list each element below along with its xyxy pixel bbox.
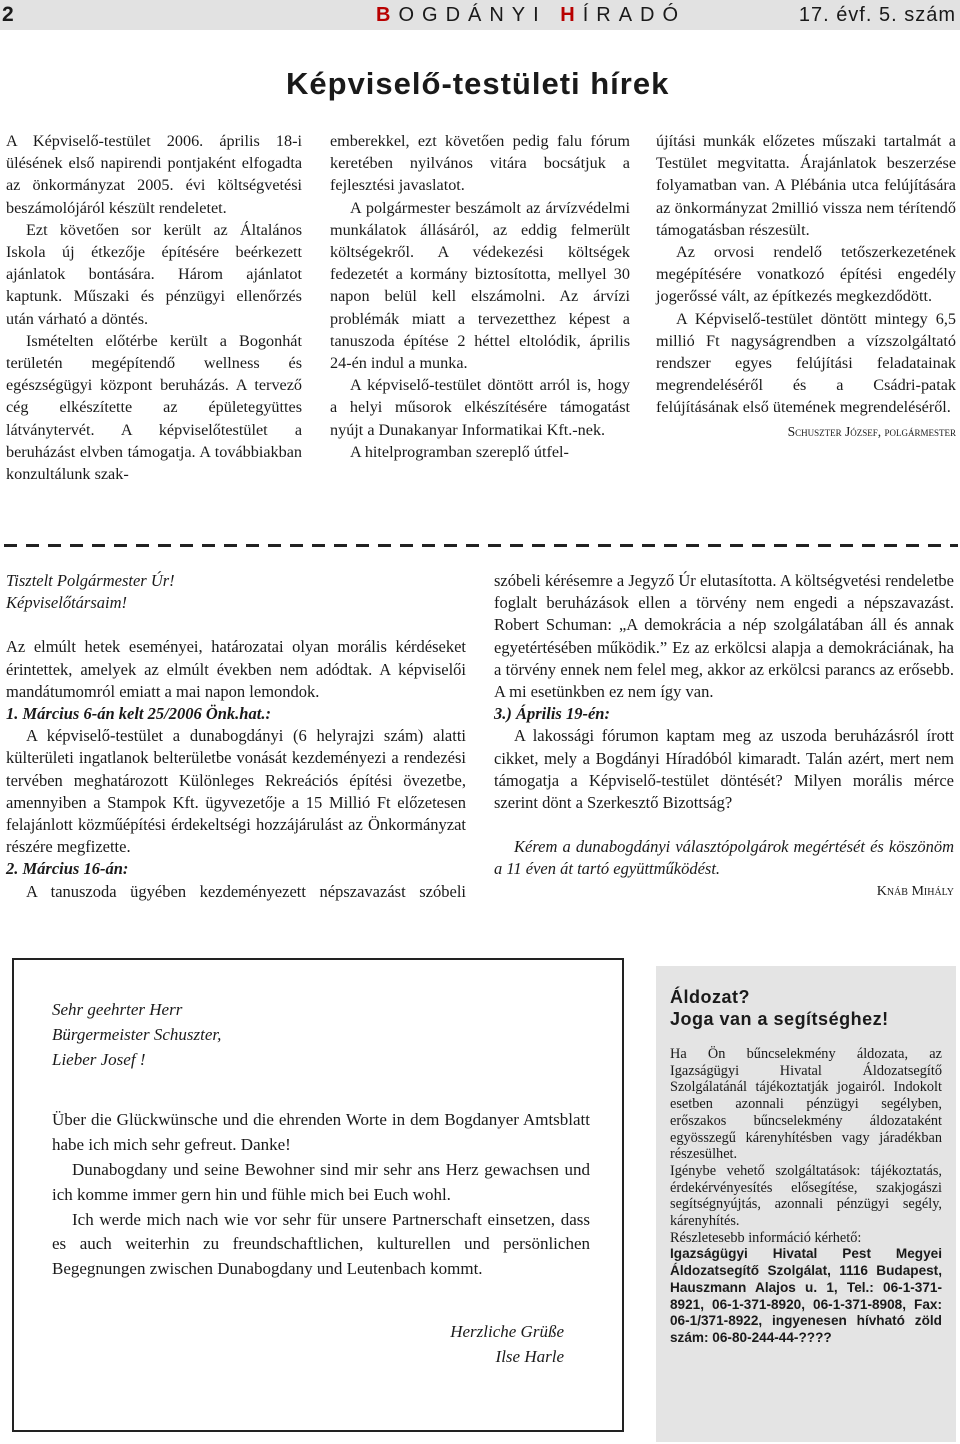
german-paragraph: Ich werde mich nach wie vor sehr für unsere Partnerschaft einsetzen, dass es auch weiterhin zu freundschaftlichen, kulturellen und persönlichen Begegnungen zwischen Dunabogdany und Leutenbach kommt. [52, 1209, 590, 1279]
resignation-letter-left [6, 570, 466, 903]
page-number: 2 [2, 3, 14, 26]
german-closing: Herzliche Grüße [450, 1321, 564, 1341]
news-column-1 [6, 130, 302, 485]
resignation-letter-right [494, 570, 954, 903]
masthead-part2: ÍRADÓ [582, 4, 687, 26]
masthead [376, 4, 686, 27]
news-paragraph: A Képviselő-testület 2006. április 18-i ülésének első napirendi pontjaként elfogadta az önkormányzat 2005. évi költségvetési beszámolójáról készült rendeletet. [6, 132, 302, 217]
letter-signature: Knáb Mihály [876, 883, 954, 899]
victim-contact: Igazságügyi Hivatal Pest Megyei Áldozatsegítő Szolgálat, 1116 Budapest, Hauszmann Alajos u. 1, Tel.: 06-1-371-8921, 06-1-371-8920, 06-1-371-8908, Fax: 06-1/371-8922, ingyenesen hívható zöld szám: 06-80-244-44-???? [670, 1246, 942, 1345]
german-paragraph: Dunabogdany und seine Bewohner sind mir sehr ans Herz gewachsen und ich komme immer gern hin und fühle mich bei Euch wohl. [52, 1159, 590, 1204]
news-column-3 [656, 130, 956, 443]
news-paragraph: Az orvosi rendelő tetőszerkezetének megépítésére vonatkozó építési engedély jogerőssé vált, az építkezés megkezdődött. [656, 243, 956, 306]
dashed-divider [4, 544, 958, 547]
news-paragraph: Ezt követően sor került az Általános Iskola új étkezője építésére beérkezett ajánlatok bontására. Három ajánlatot kaptunk. Műszaki és pénzügyi ellenőrzés után várható a döntés. [6, 220, 302, 328]
news-paragraph: A polgármester beszámolt az árvízvédelmi munkálatok állásáról, az eddig felmerült költségekről. A védekezési költségek fedezetét a kormány biztosította, mellyel 30 napon belül kell elszámolni. Az árvízi problémák miatt a tervezetthez képest a tanuszoda építése 2 héttel eltolódik, április 24-én indul a munka. [330, 198, 630, 373]
issue-number: 17. évf. 5. szám [798, 4, 956, 26]
masthead-initial-h: H [560, 4, 583, 26]
news-paragraph: A Képviselő-testület döntött mintegy 6,5 millió Ft nagyságrendben a vízszolgáltató rendszer egyes felújítási feladatainak megrendeléséről és a Csádri-patak felújításának első ütemének megrendeléséről. [656, 309, 956, 417]
victim-title: Áldozat? [670, 987, 750, 1007]
letter-point-title: 2. Március 16-án: [6, 859, 129, 879]
letter-point-title: 3.) Április 19-én: [494, 704, 610, 724]
letter-point-text: A képviselő-testület a dunabogdányi (6 helyrajzi szám) alatti külterületi ingatlanok belterületbe vonását kezdeményezi a rendezési tervében meghatározott Különleges Rekreációs építési övezetbe, amennyiben a Stampok Kft. ügyvezetője a 15 Millió Ft előzetesen felajánlott közműépítési érdekeltségi hozzájárulást az Önkormányzat részére megfizette. [6, 726, 466, 857]
masthead-part1: OGDÁNYI [398, 4, 561, 26]
masthead-initial-b: B [376, 4, 399, 26]
letter-point-text: A tanuszoda ügyében kezdeményezett népszavazást szóbeli [26, 881, 466, 901]
letter-point-title: 1. Március 6-án kelt 25/2006 Önk.hat.: [6, 704, 271, 724]
letter-point-text: A lakossági fórumon kaptam meg az uszoda beruházásról írott cikket, mely a Bogdányi Híradóból kimaradt. Talán azért, mert nem támogatja a Képviselő-testület döntését? Milyen morális mérce szerint dönt a Szerkesztő Bizottság? [494, 726, 954, 813]
news-paragraph: Ismételten előtérbe került a Bogonhát területén megépítendő wellness és egészségügyi központ beruházás. A tervező cég elkészítette az épületegyüttes látványtervét. A képviselőtestület a beruházást elvben támogatja. A továbbiakban konzultálunk szak- [6, 331, 302, 484]
news-paragraph: A hitelprogramban szereplő útfel- [350, 442, 569, 461]
letter-closing: Kérem a dunabogdányi választópolgárok megértését és köszönöm a 11 éven át tartó együttműködést. [494, 837, 954, 879]
german-greeting: Bürgermeister Schuszter, [52, 1024, 222, 1044]
victim-support-box [656, 966, 956, 1442]
news-paragraph: újítási munkák előzetes műszaki tartalmát a Testület megvitatta. Árajánlatok beszerzése folyamatban van. A Plébánia utca felújítására az önkormányzat 2millió vissza nem térítendő támogatásban részesült. [656, 132, 956, 239]
victim-contact-intro: Részletesebb információ kérhető: [670, 1229, 862, 1246]
victim-paragraph: Igénybe vehető szolgáltatások: tájékoztatás, érdekérvényesítés elősegítése, szakjogászi segítségnyújtás, azonnali pénzügyi segély, kárenyhítés. [670, 1162, 942, 1230]
page-header [0, 0, 960, 34]
news-paragraph: emberekkel, ezt követően pedig falu fórum keretében nyilvános vitára bocsátjuk a fejlesztési javaslatot. [330, 132, 630, 195]
german-greeting: Sehr geehrter Herr [52, 1000, 183, 1019]
victim-paragraph: Ha Ön bűncselekmény áldozata, az Igazságügyi Hivatal Áldozatsegítő Szolgálatánál tájékoztatják jogairól. Indokolt esetben azonnali pénzügyi segélyben, erőszakos bűncselekmény áldozataként egyösszegű kárenyhítésben vagy járadékban részesülhet. [670, 1046, 942, 1163]
german-paragraph: Über die Glückwünsche und die ehrenden Worte in dem Bogdanyer Amtsblatt habe ich mich sehr gefreut. Danke! [52, 1110, 590, 1155]
news-paragraph: A képviselő-testület döntött arról is, hogy a helyi műsorok elkészítésére támogatást nyújt a Dunakanyar Informatikai Kft.-nek. [330, 376, 630, 439]
german-greeting: Lieber Josef ! [52, 1049, 146, 1069]
news-column-2 [330, 130, 630, 463]
german-signature: Ilse Harle [495, 1346, 564, 1366]
section-title: Képviselő-testületi hírek [286, 66, 670, 101]
letter-point-continued: szóbeli kérésemre a Jegyző Úr elutasította. A költségvetési rendeletbe foglalt beruházások ellen a törvény nem engedi a népszavazást. Robert Schuman: „A demokrácia a nép szolgálatában áll és annak egyetértésében működik.” Ez az erkölcsi alapja a demokráciának, ha a törvény ennek nem felel meg, akkor az erkölcsi parancs az erősebb. A mi esetünkben ez nem így van. [494, 571, 954, 702]
victim-subtitle: Joga van a segítséghez! [670, 1009, 889, 1029]
news-signature: Schuszter József, polgármester [787, 423, 956, 439]
letter-salutation: Tisztelt Polgármester Úr! [6, 571, 175, 590]
letter-salutation: Képviselőtársaim! [6, 593, 127, 613]
german-letter-box [12, 958, 624, 1432]
letter-intro: Az elmúlt hetek eseményei, határozatai olyan morális kérdéseket érintettek, amelyek az elmúlt években nem adódtak. A képviselői mandátumomról emiatt a mai napon lemondok. [6, 637, 466, 701]
